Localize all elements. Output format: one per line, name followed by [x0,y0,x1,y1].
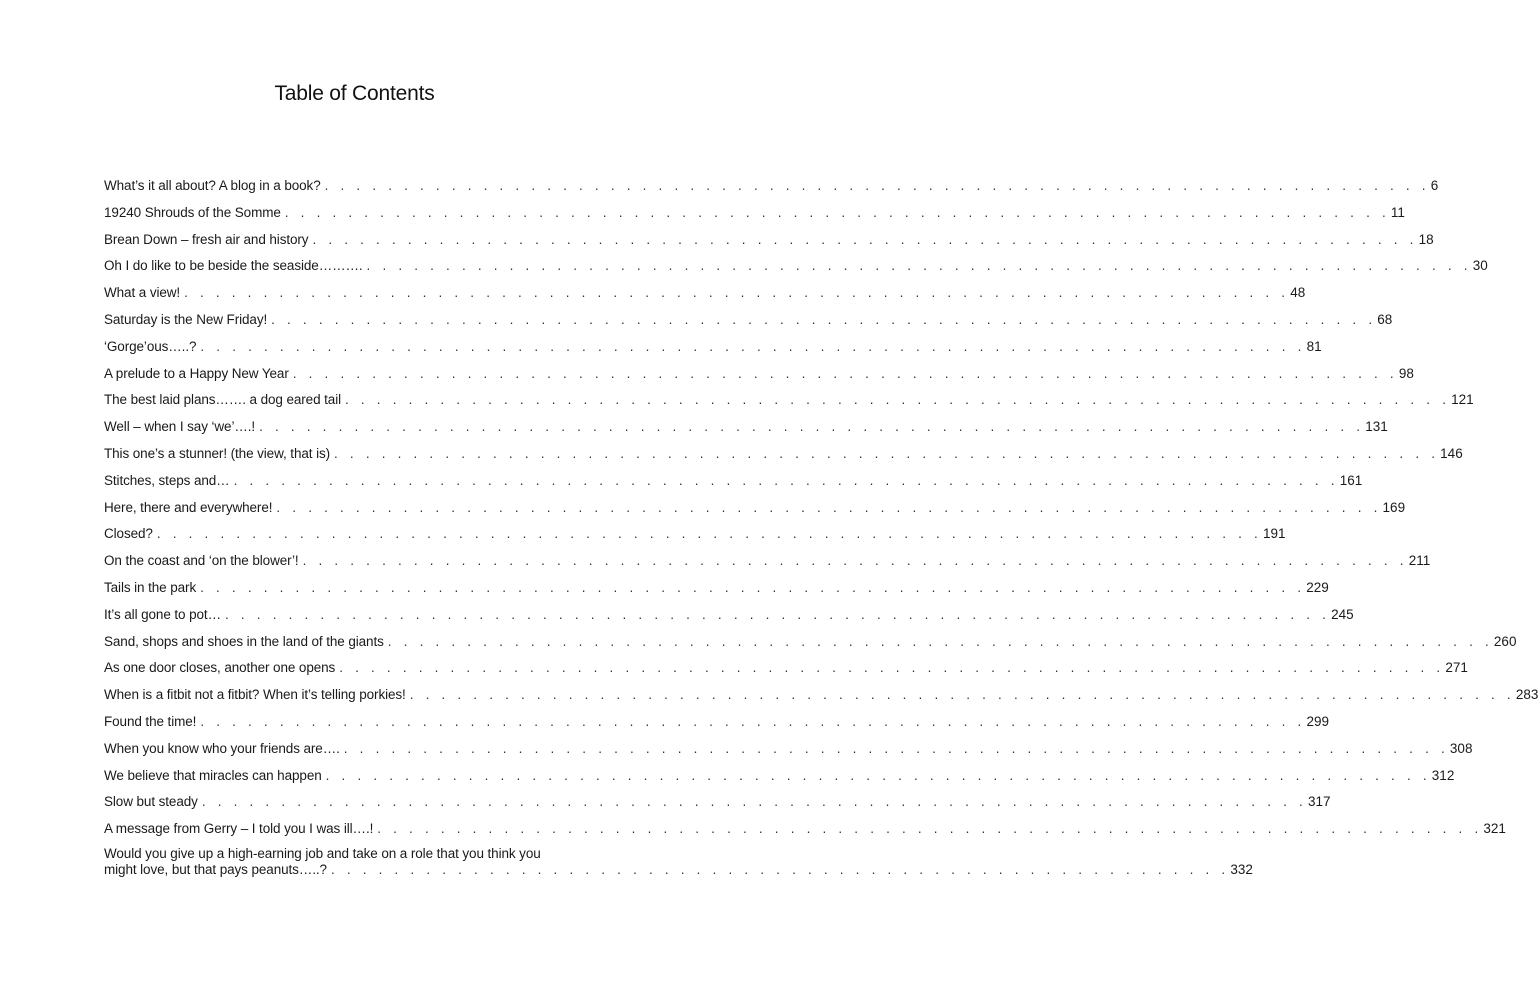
toc-entry-title: This one’s a stunner! (the view, that is) [104,444,334,464]
page-title: Table of Contents [274,82,435,105]
toc-entry-page-number: 260 [1493,633,1517,649]
toc-entry-line2 [104,861,1253,878]
toc-entry-title: Found the time! [104,712,200,732]
toc-entry-page-number: 321 [1483,821,1506,837]
toc-entry-page-number: 131 [1365,419,1388,435]
toc-entry-page-number: 48 [1290,285,1306,301]
toc-entry[interactable] [104,739,1473,766]
toc-dot-leader: . . . . . . . . . . . . . . . . . . . . . . . . . . . . . . . . . . . . . . . . . . . . . . . . . . . . . . . . . . . . . . . . . . . . . . [292,365,1398,381]
toc-entry[interactable] [104,766,1455,793]
toc-entry-last[interactable] [104,845,1253,878]
toc-entry-page-number: 11 [1390,204,1405,220]
toc-entry-page-number: 6 [1430,178,1439,193]
toc-entry[interactable] [104,632,1517,659]
toc-entry-title: When you know who your friends are…. [104,739,344,759]
toc-dot-leader: . . . . . . . . . . . . . . . . . . . . . . . . . . . . . . . . . . . . . . . . . . . . . . . . . . . . . . . . . . . . . . . . . . . . . . [200,579,1306,595]
toc-dot-leader: . . . . . . . . . . . . . . . . . . . . . . . . . . . . . . . . . . . . . . . . . . . . . . . . . . . . . . . . . . . . . . . . . . . . . . [366,258,1472,274]
toc-entry-title: What’s it all about? A blog in a book? [104,176,325,196]
toc-dot-leader: . . . . . . . . . . . . . . . . . . . . . . . . . . . . . . . . . . . . . . . . . . . . . . . . . . . . . . . . . . . . . . . . . . . . . . [345,392,1451,408]
toc-entry-title: When is a fitbit not a fitbit? When it’s telling porkies! [104,685,410,705]
toc-dot-leader: . . . . . . . . . . . . . . . . . . . . . . . . . . . . . . . . . . . . . . . . . . . . . . . . . . . . . . . . . . . . . . . . . . . . . . [387,633,1493,649]
toc-dot-leader: . . . . . . . . . . . . . . . . . . . . . . . . . . . . . . . . . . . . . . . . . . . . . . . . . . . . . . . . . . . . . . . . . . . . . . [312,231,1418,247]
toc-entry-title: It’s all gone to pot… [104,605,225,625]
toc-entry-page-number: 68 [1377,311,1393,327]
toc-entry-title: Here, there and everywhere! [104,498,276,518]
toc-entry-page-number: 161 [1339,472,1363,488]
toc-dot-leader: . . . . . . . . . . . . . . . . . . . . . . . . . . . . . . . . . . . . . . . . . . . . . . . . . . . . . . . . . . . . . . . . . . . . . . [302,553,1408,569]
toc-entry[interactable] [104,819,1506,846]
toc-entry-title: A prelude to a Happy New Year [104,364,293,384]
toc-dot-leader: . . . . . . . . . . . . . . . . . . . . . . . . . . . . . . . . . . . . . . . . . . . . . . . . . . . . . . . . . . . . . . . . . . . . . . [259,419,1365,435]
toc-dot-leader: . . . . . . . . . . . . . . . . . . . . . . . . . . . . . . . . . . . . . . . . . . . . . . . . . . . . . . . . . . . . . . . . . . . . . . [224,606,1331,622]
toc-entry-page-number: 317 [1307,794,1331,810]
toc-entry-page-number: 245 [1331,606,1354,622]
toc-entry-title: Tails in the park [104,578,200,598]
toc-dot-leader: . . . . . . . . . . . . . . . . . . . . . . . . . . . . . . . . . . . . . . . . . . . . . . . . . . . . . . . . . . . . . . . . . . . . . . [324,178,1430,193]
toc-entry-page-number: 121 [1451,392,1474,408]
toc-entry-title: Stitches, steps and… [104,471,234,491]
toc-entry-page-number: 169 [1382,499,1406,515]
toc-entry-title: ‘Gorge’ous…..? [104,337,200,357]
toc-entry-title: What a view! [104,283,184,303]
toc-entry-title: The best laid plans……. a dog eared tail [104,390,345,410]
toc-entry-title: Saturday is the New Friday! [104,310,271,330]
toc-entry-page-number: 271 [1445,660,1468,676]
toc-entry-page-number: 211 [1408,553,1431,569]
toc-entry-page-number: 312 [1431,767,1455,783]
toc-entry-title: As one door closes, another one opens [104,658,339,678]
toc-entry[interactable] [104,498,1406,525]
toc-dot-leader: . . . . . . . . . . . . . . . . . . . . . . . . . . . . . . . . . . . . . . . . . . . . . . . . . . . . . . . . . [330,861,1230,877]
table-of-contents [104,176,1538,878]
toc-entry[interactable] [104,256,1488,283]
toc-entry-page-number: 308 [1449,740,1473,756]
toc-dot-leader: . . . . . . . . . . . . . . . . . . . . . . . . . . . . . . . . . . . . . . . . . . . . . . . . . . . . . . . . . . . . . . . . . . . . . . [377,821,1483,837]
toc-dot-leader: . . . . . . . . . . . . . . . . . . . . . . . . . . . . . . . . . . . . . . . . . . . . . . . . . . . . . . . . . . . . . . . . . . . . . . [284,204,1390,220]
toc-dot-leader: . . . . . . . . . . . . . . . . . . . . . . . . . . . . . . . . . . . . . . . . . . . . . . . . . . . . . . . . . . . . . . . . . . . . . . [334,445,1440,461]
toc-entry-title: Brean Down – fresh air and history [104,230,312,250]
toc-entry[interactable] [104,176,1439,203]
toc-dot-leader: . . . . . . . . . . . . . . . . . . . . . . . . . . . . . . . . . . . . . . . . . . . . . . . . . . . . . . . . . . . . . . . . . . . . . . [200,713,1306,729]
toc-entry[interactable] [104,471,1363,498]
toc-entry[interactable] [104,230,1434,257]
toc-entry-title-line1: Would you give up a high-earning job and take on a role that you think you [104,845,541,861]
toc-dot-leader: . . . . . . . . . . . . . . . . . . . . . . . . . . . . . . . . . . . . . . . . . . . . . . . . . . . . . . . . . . . . . . . . . . . . . . [409,687,1515,703]
toc-entry[interactable] [104,658,1468,685]
toc-entry-page-number: 299 [1306,713,1329,729]
toc-entry-page-number: 81 [1306,338,1322,354]
toc-entry[interactable] [104,337,1322,364]
toc-entry[interactable] [104,578,1329,605]
toc-dot-leader: . . . . . . . . . . . . . . . . . . . . . . . . . . . . . . . . . . . . . . . . . . . . . . . . . . . . . . . . . . . . . . . . . . . . . . [276,499,1382,515]
toc-dot-leader: . . . . . . . . . . . . . . . . . . . . . . . . . . . . . . . . . . . . . . . . . . . . . . . . . . . . . . . . . . . . . . . . . . . . . . [156,526,1262,542]
toc-entry[interactable] [104,203,1405,230]
toc-list [104,176,1538,846]
toc-entry-page-number: 191 [1263,526,1286,542]
toc-entry-page-number: 332 [1230,861,1253,877]
toc-entry[interactable] [104,364,1414,391]
toc-entry-page-number: 146 [1440,445,1463,461]
toc-entry-page-number: 18 [1418,231,1434,247]
toc-dot-leader: . . . . . . . . . . . . . . . . . . . . . . . . . . . . . . . . . . . . . . . . . . . . . . . . . . . . . . . . . . . . . . . . . . . . . . [201,794,1307,810]
toc-entry-title-line2: might love, but that pays peanuts…..? [104,862,331,878]
toc-dot-leader: . . . . . . . . . . . . . . . . . . . . . . . . . . . . . . . . . . . . . . . . . . . . . . . . . . . . . . . . . . . . . . . . . . . . . . [271,311,1377,327]
toc-entry[interactable] [104,685,1538,712]
toc-entry[interactable] [104,310,1393,337]
toc-entry[interactable] [104,605,1354,632]
toc-entry-title: Closed? [104,524,157,544]
toc-dot-leader: . . . . . . . . . . . . . . . . . . . . . . . . . . . . . . . . . . . . . . . . . . . . . . . . . . . . . . . . . . . . . . . . . . . . . . [200,338,1306,354]
toc-entry[interactable] [104,390,1474,417]
toc-entry-title: Well – when I say ‘we’….! [104,417,259,437]
toc-entry-title: Slow but steady [104,792,202,812]
toc-entry-title: Sand, shops and shoes in the land of the giants [104,632,388,652]
toc-entry[interactable] [104,444,1463,471]
toc-dot-leader: . . . . . . . . . . . . . . . . . . . . . . . . . . . . . . . . . . . . . . . . . . . . . . . . . . . . . . . . . . . . . . . . . . . . . . [184,285,1290,301]
toc-entry[interactable] [104,524,1286,551]
toc-entry-page-number: 229 [1306,579,1329,595]
toc-entry[interactable] [104,712,1329,739]
toc-dot-leader: . . . . . . . . . . . . . . . . . . . . . . . . . . . . . . . . . . . . . . . . . . . . . . . . . . . . . . . . . . . . . . . . . . . . . . [343,740,1449,756]
toc-entry-title: On the coast and ‘on the blower’! [104,551,303,571]
toc-entry[interactable] [104,417,1388,444]
toc-entry[interactable] [104,551,1431,578]
toc-entry-title: We believe that miracles can happen [104,766,326,786]
toc-dot-leader: . . . . . . . . . . . . . . . . . . . . . . . . . . . . . . . . . . . . . . . . . . . . . . . . . . . . . . . . . . . . . . . . . . . . . . [233,472,1339,488]
toc-entry-page-number: 283 [1515,687,1538,703]
toc-dot-leader: . . . . . . . . . . . . . . . . . . . . . . . . . . . . . . . . . . . . . . . . . . . . . . . . . . . . . . . . . . . . . . . . . . . . . . [339,660,1445,676]
toc-entry-title: A message from Gerry – I told you I was ill….! [104,819,377,839]
toc-dot-leader: . . . . . . . . . . . . . . . . . . . . . . . . . . . . . . . . . . . . . . . . . . . . . . . . . . . . . . . . . . . . . . . . . . . . . . [325,767,1431,783]
toc-entry-page-number: 98 [1398,365,1414,381]
toc-entry-title: 19240 Shrouds of the Somme [104,203,285,223]
toc-entry-title: Oh I do like to be beside the seaside………. [104,256,367,276]
toc-entry[interactable] [104,792,1331,819]
toc-entry[interactable] [104,283,1306,310]
toc-entry-page-number: 30 [1472,258,1488,274]
